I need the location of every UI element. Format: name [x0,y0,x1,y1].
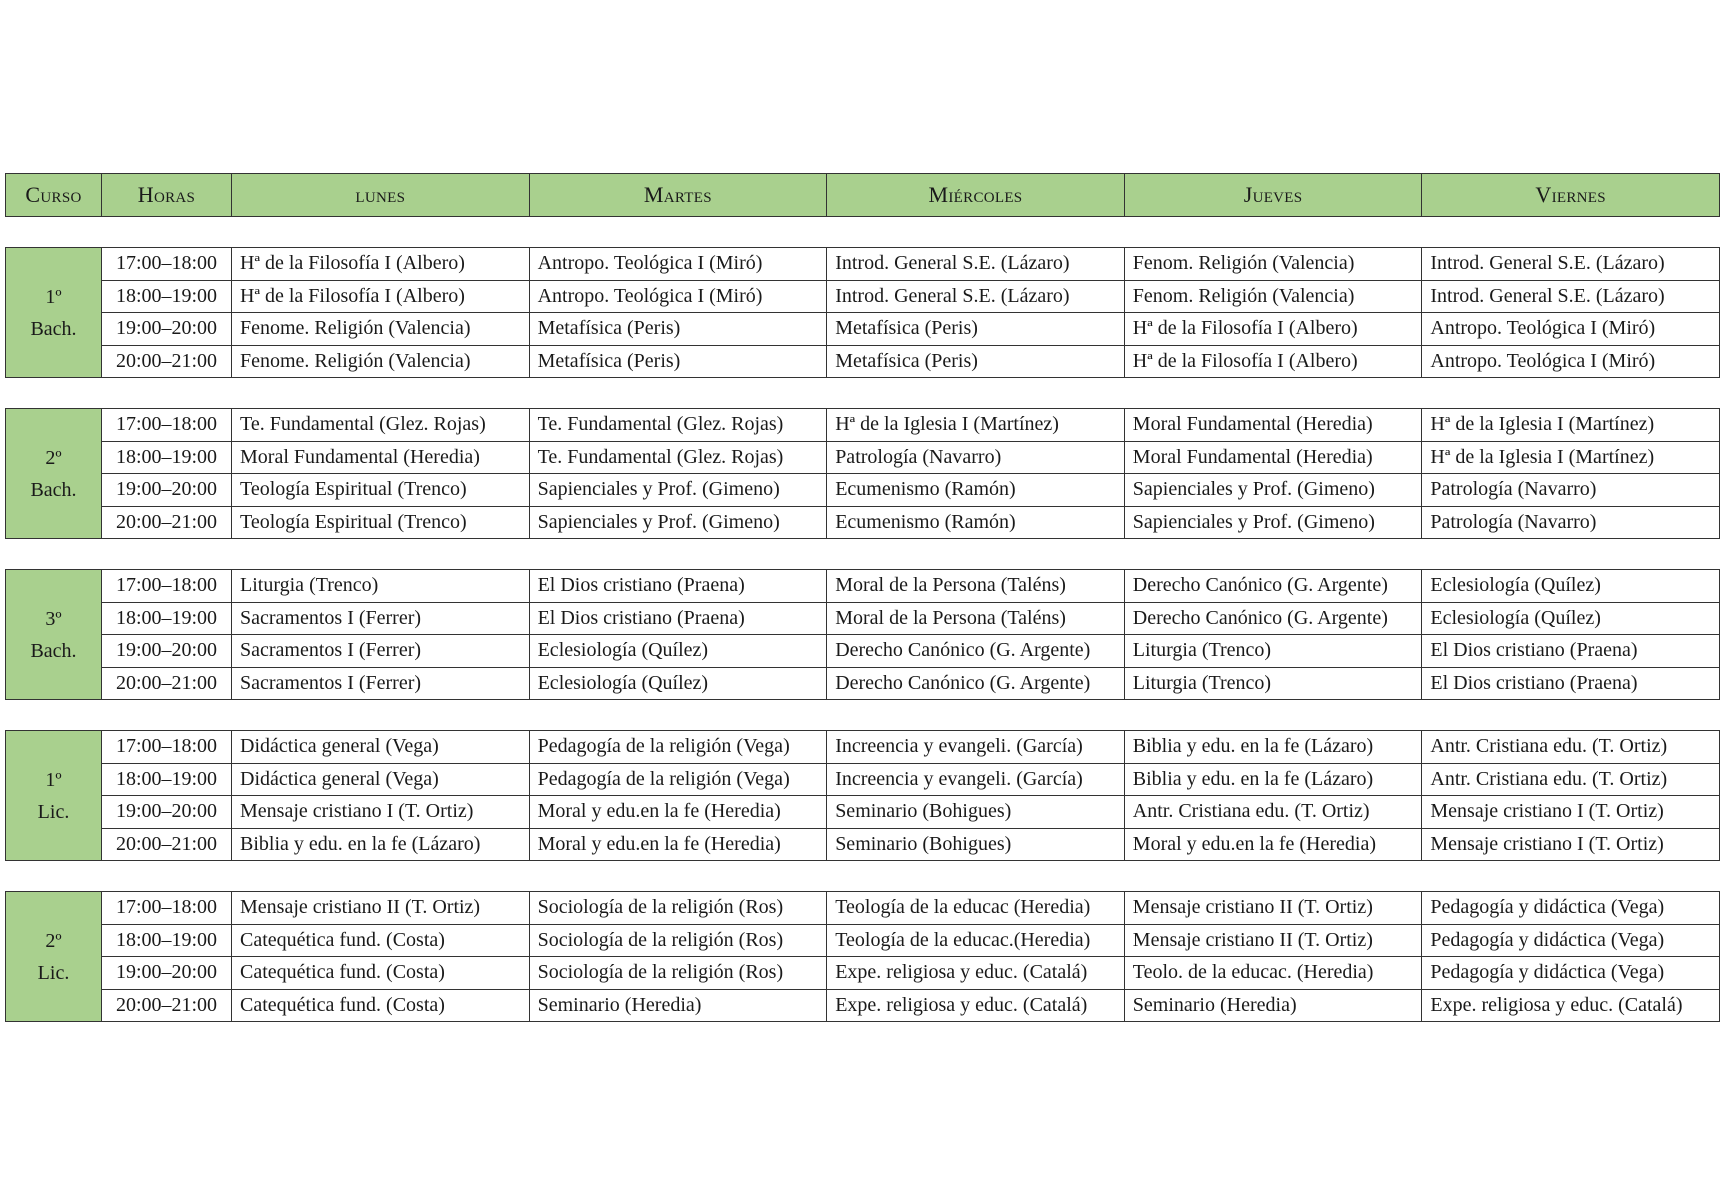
subject-cell: El Dios cristiano (Praena) [529,570,827,603]
course-year: 2º [45,446,62,469]
subject-cell: Hª de la Filosofía I (Albero) [232,280,530,313]
subject-cell: Moral y edu.en la fe (Heredia) [529,828,827,861]
hour-cell: 19:00–20:00 [102,635,232,668]
subject-cell: Sociología de la religión (Ros) [529,892,827,925]
subject-cell: Didáctica general (Vega) [232,731,530,764]
subject-cell: Hª de la Iglesia I (Martínez) [1422,441,1720,474]
schedule-sheet [5,173,1719,1022]
subject-cell: Expe. religiosa y educ. (Catalá) [827,989,1125,1022]
subject-cell: Liturgia (Trenco) [1124,635,1422,668]
subject-cell: Seminario (Bohigues) [827,828,1125,861]
table-row [6,409,1720,442]
subject-cell: Pedagogía y didáctica (Vega) [1422,957,1720,990]
subject-cell: Sapienciales y Prof. (Gimeno) [1124,474,1422,507]
hour-cell: 20:00–21:00 [102,989,232,1022]
subject-cell: Eclesiología (Quílez) [1422,570,1720,603]
table-row [6,763,1720,796]
course-year: 3º [45,607,62,630]
table-row [6,345,1720,378]
header-day-viernes: Viernes [1422,174,1720,217]
hour-cell: 18:00–19:00 [102,924,232,957]
table-row [6,280,1720,313]
subject-cell: Sapienciales y Prof. (Gimeno) [1124,506,1422,539]
course-year: 1º [45,768,62,791]
subject-cell: Mensaje cristiano II (T. Ortiz) [1124,892,1422,925]
subject-cell: Fenom. Religión (Valencia) [1124,280,1422,313]
header-curso: Curso [6,174,102,217]
subject-cell: Te. Fundamental (Glez. Rojas) [529,409,827,442]
group-spacer [6,861,1720,892]
hour-cell: 20:00–21:00 [102,345,232,378]
course-level: Bach. [30,478,77,501]
subject-cell: Teolo. de la educac. (Heredia) [1124,957,1422,990]
subject-cell: Patrología (Navarro) [1422,506,1720,539]
header-day-jueves: Jueves [1124,174,1422,217]
subject-cell: Teología Espiritual (Trenco) [232,506,530,539]
subject-cell: Teología Espiritual (Trenco) [232,474,530,507]
course-level: Bach. [30,639,77,662]
subject-cell: Sacramentos I (Ferrer) [232,635,530,668]
table-row [6,957,1720,990]
table-row [6,441,1720,474]
subject-cell: Te. Fundamental (Glez. Rojas) [529,441,827,474]
table-row [6,474,1720,507]
group-spacer [6,217,1720,248]
header-horas: Horas [102,174,232,217]
table-row [6,635,1720,668]
subject-cell: Metafísica (Peris) [529,345,827,378]
course-label [6,409,102,539]
subject-cell: Metafísica (Peris) [827,345,1125,378]
subject-cell: Derecho Canónico (G. Argente) [827,667,1125,700]
subject-cell: Fenome. Religión (Valencia) [232,313,530,346]
subject-cell: Hª de la Iglesia I (Martínez) [827,409,1125,442]
subject-cell: Moral y edu.en la fe (Heredia) [1124,828,1422,861]
subject-cell: Pedagogía de la religión (Vega) [529,763,827,796]
subject-cell: Moral de la Persona (Taléns) [827,570,1125,603]
subject-cell: Fenome. Religión (Valencia) [232,345,530,378]
subject-cell: Seminario (Heredia) [1124,989,1422,1022]
schedule-table [5,173,1720,1022]
subject-cell: Eclesiología (Quílez) [529,635,827,668]
hour-cell: 19:00–20:00 [102,796,232,829]
subject-cell: Eclesiología (Quílez) [1422,602,1720,635]
subject-cell: Moral de la Persona (Taléns) [827,602,1125,635]
group-spacer [6,700,1720,731]
hour-cell: 17:00–18:00 [102,248,232,281]
subject-cell: Moral y edu.en la fe (Heredia) [529,796,827,829]
group-spacer [6,378,1720,409]
subject-cell: El Dios cristiano (Praena) [1422,667,1720,700]
table-row [6,248,1720,281]
table-row [6,892,1720,925]
hour-cell: 20:00–21:00 [102,667,232,700]
subject-cell: Expe. religiosa y educ. (Catalá) [1422,989,1720,1022]
subject-cell: Derecho Canónico (G. Argente) [827,635,1125,668]
subject-cell: Moral Fundamental (Heredia) [232,441,530,474]
course-level: Lic. [37,800,70,823]
subject-cell: Ecumenismo (Ramón) [827,506,1125,539]
group-spacer [6,539,1720,570]
subject-cell: Hª de la Iglesia I (Martínez) [1422,409,1720,442]
subject-cell: Sapienciales y Prof. (Gimeno) [529,474,827,507]
subject-cell: Teología de la educac.(Heredia) [827,924,1125,957]
subject-cell: Didáctica general (Vega) [232,763,530,796]
subject-cell: Sacramentos I (Ferrer) [232,602,530,635]
subject-cell: Mensaje cristiano II (T. Ortiz) [1124,924,1422,957]
hour-cell: 18:00–19:00 [102,763,232,796]
subject-cell: Antropo. Teológica I (Miró) [529,280,827,313]
subject-cell: Moral Fundamental (Heredia) [1124,441,1422,474]
subject-cell: Ecumenismo (Ramón) [827,474,1125,507]
subject-cell: Catequética fund. (Costa) [232,989,530,1022]
hour-cell: 19:00–20:00 [102,313,232,346]
subject-cell: Derecho Canónico (G. Argente) [1124,570,1422,603]
subject-cell: Introd. General S.E. (Lázaro) [1422,280,1720,313]
table-row [6,506,1720,539]
hour-cell: 17:00–18:00 [102,731,232,764]
table-row [6,989,1720,1022]
subject-cell: Liturgia (Trenco) [1124,667,1422,700]
course-group [6,409,1720,539]
course-level: Lic. [37,961,70,984]
subject-cell: Pedagogía y didáctica (Vega) [1422,892,1720,925]
subject-cell: Hª de la Filosofía I (Albero) [232,248,530,281]
subject-cell: Antropo. Teológica I (Miró) [529,248,827,281]
subject-cell: Sociología de la religión (Ros) [529,957,827,990]
subject-cell: Sapienciales y Prof. (Gimeno) [529,506,827,539]
subject-cell: Metafísica (Peris) [529,313,827,346]
subject-cell: Derecho Canónico (G. Argente) [1124,602,1422,635]
subject-cell: Seminario (Heredia) [529,989,827,1022]
subject-cell: El Dios cristiano (Praena) [1422,635,1720,668]
course-label [6,892,102,1022]
table-row [6,570,1720,603]
header-day-martes: Martes [529,174,827,217]
header-row [6,174,1720,217]
header-day-miercoles: Miércoles [827,174,1125,217]
course-group [6,248,1720,378]
course-label [6,570,102,700]
course-label [6,248,102,378]
subject-cell: Moral Fundamental (Heredia) [1124,409,1422,442]
subject-cell: Expe. religiosa y educ. (Catalá) [827,957,1125,990]
subject-cell: Fenom. Religión (Valencia) [1124,248,1422,281]
subject-cell: Patrología (Navarro) [827,441,1125,474]
table-row [6,602,1720,635]
subject-cell: Antr. Cristiana edu. (T. Ortiz) [1422,731,1720,764]
hour-cell: 18:00–19:00 [102,441,232,474]
table-row [6,924,1720,957]
course-year: 1º [45,285,62,308]
subject-cell: El Dios cristiano (Praena) [529,602,827,635]
course-level: Bach. [30,317,77,340]
subject-cell: Teología de la educac (Heredia) [827,892,1125,925]
course-group [6,570,1720,700]
subject-cell: Patrología (Navarro) [1422,474,1720,507]
subject-cell: Antr. Cristiana edu. (T. Ortiz) [1124,796,1422,829]
subject-cell: Mensaje cristiano I (T. Ortiz) [1422,796,1720,829]
table-row [6,313,1720,346]
hour-cell: 18:00–19:00 [102,602,232,635]
subject-cell: Catequética fund. (Costa) [232,957,530,990]
subject-cell: Eclesiología (Quílez) [529,667,827,700]
hour-cell: 17:00–18:00 [102,409,232,442]
subject-cell: Pedagogía de la religión (Vega) [529,731,827,764]
table-row [6,731,1720,764]
header-day-lunes: lunes [232,174,530,217]
table-row [6,828,1720,861]
course-year: 2º [45,929,62,952]
hour-cell: 19:00–20:00 [102,957,232,990]
subject-cell: Biblia y edu. en la fe (Lázaro) [1124,731,1422,764]
subject-cell: Hª de la Filosofía I (Albero) [1124,345,1422,378]
course-label [6,731,102,861]
subject-cell: Mensaje cristiano II (T. Ortiz) [232,892,530,925]
subject-cell: Catequética fund. (Costa) [232,924,530,957]
subject-cell: Pedagogía y didáctica (Vega) [1422,924,1720,957]
subject-cell: Mensaje cristiano I (T. Ortiz) [232,796,530,829]
subject-cell: Increencia y evangeli. (García) [827,731,1125,764]
hour-cell: 20:00–21:00 [102,506,232,539]
subject-cell: Metafísica (Peris) [827,313,1125,346]
hour-cell: 17:00–18:00 [102,570,232,603]
subject-cell: Liturgia (Trenco) [232,570,530,603]
subject-cell: Antropo. Teológica I (Miró) [1422,345,1720,378]
subject-cell: Seminario (Bohigues) [827,796,1125,829]
subject-cell: Increencia y evangeli. (García) [827,763,1125,796]
hour-cell: 19:00–20:00 [102,474,232,507]
hour-cell: 17:00–18:00 [102,892,232,925]
subject-cell: Biblia y edu. en la fe (Lázaro) [232,828,530,861]
course-group [6,892,1720,1022]
subject-cell: Sacramentos I (Ferrer) [232,667,530,700]
hour-cell: 20:00–21:00 [102,828,232,861]
subject-cell: Antropo. Teológica I (Miró) [1422,313,1720,346]
subject-cell: Hª de la Filosofía I (Albero) [1124,313,1422,346]
subject-cell: Sociología de la religión (Ros) [529,924,827,957]
subject-cell: Te. Fundamental (Glez. Rojas) [232,409,530,442]
subject-cell: Antr. Cristiana edu. (T. Ortiz) [1422,763,1720,796]
subject-cell: Introd. General S.E. (Lázaro) [827,248,1125,281]
subject-cell: Biblia y edu. en la fe (Lázaro) [1124,763,1422,796]
hour-cell: 18:00–19:00 [102,280,232,313]
table-row [6,796,1720,829]
course-group [6,731,1720,861]
subject-cell: Mensaje cristiano I (T. Ortiz) [1422,828,1720,861]
subject-cell: Introd. General S.E. (Lázaro) [827,280,1125,313]
table-row [6,667,1720,700]
subject-cell: Introd. General S.E. (Lázaro) [1422,248,1720,281]
